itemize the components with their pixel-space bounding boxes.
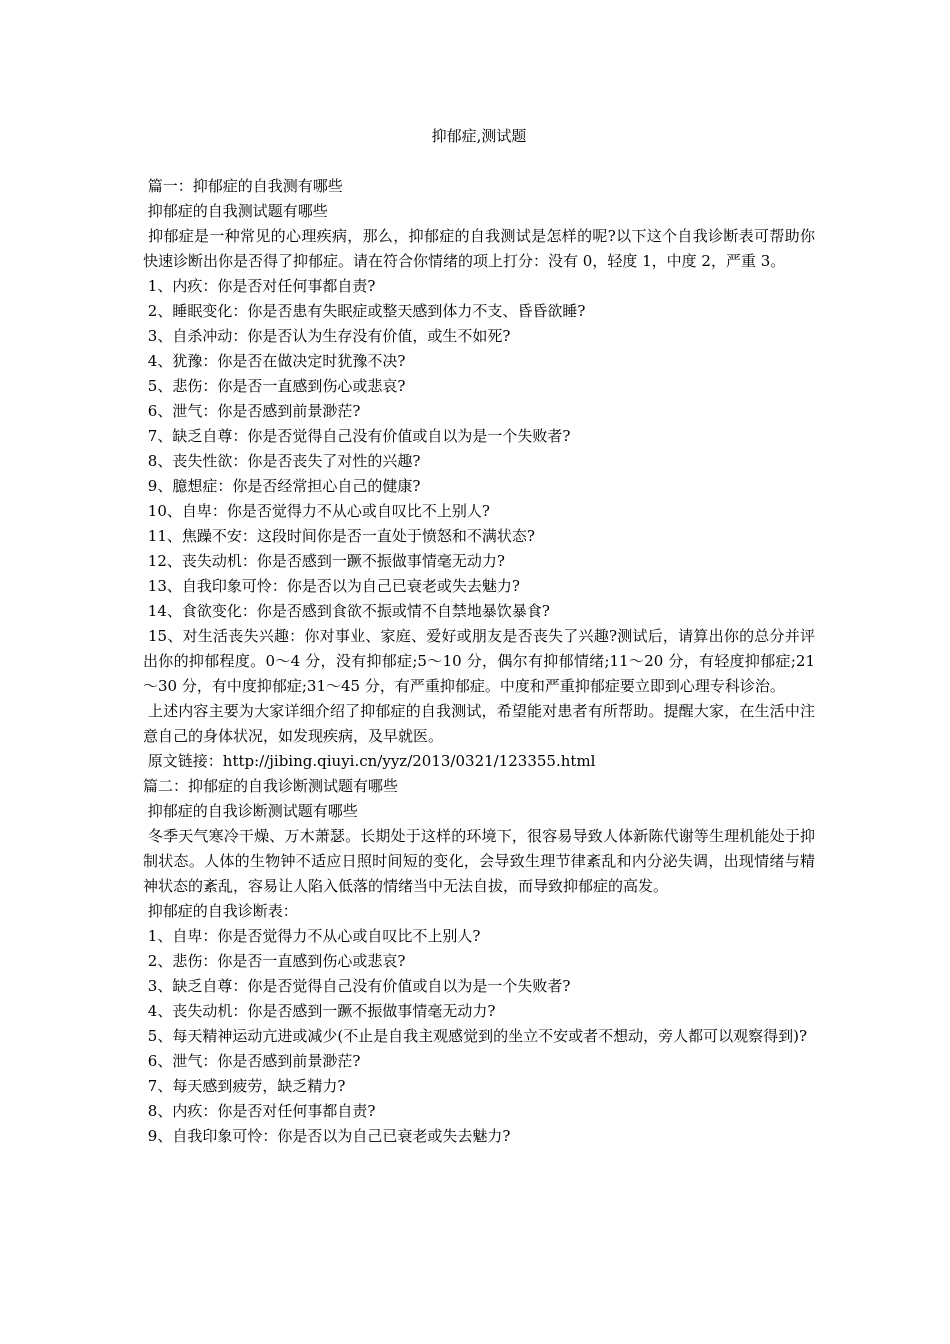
paragraph: 15、对生活丧失兴趣：你对事业、家庭、爱好或朋友是否丧失了兴趣?测试后，请算出你的总分并评出你的抑郁程度。0～4 分，没有抑郁症;5～10 分，偶尔有抑郁情绪;11～20 分，有轻度抑郁症;21～30 分，有中度抑郁症;31～45 分，有严重抑郁症。中度和严重抑郁症要立即到心理专科诊治。 xyxy=(143,627,815,695)
paragraph: 3、缺乏自尊：你是否觉得自己没有价值或自以为是一个失败者? xyxy=(143,977,571,995)
paragraph: 2、睡眠变化：你是否患有失眠症或整天感到体力不支、昏昏欲睡? xyxy=(143,302,586,320)
paragraph: 1、内疚：你是否对任何事都自责? xyxy=(143,277,376,295)
paragraph: 10、自卑：你是否觉得力不从心或自叹比不上别人? xyxy=(143,502,490,520)
paragraph: 9、自我印象可怜：你是否以为自己已衰老或失去魅力? xyxy=(143,1127,511,1145)
paragraph: 抑郁症的自我诊断测试题有哪些 xyxy=(143,802,358,820)
paragraph: 3、自杀冲动：你是否认为生存没有价值，或生不如死? xyxy=(143,327,511,345)
paragraph: 12、丧失动机：你是否感到一蹶不振做事情毫无动力? xyxy=(143,552,505,570)
paragraph: 1、自卑：你是否觉得力不从心或自叹比不上别人? xyxy=(143,927,481,945)
paragraph: 4、丧失动机：你是否感到一蹶不振做事情毫无动力? xyxy=(143,1002,496,1020)
paragraph: 7、缺乏自尊：你是否觉得自己没有价值或自以为是一个失败者? xyxy=(143,427,571,445)
paragraph: 7、每天感到疲劳，缺乏精力? xyxy=(143,1077,346,1095)
paragraph: 13、自我印象可怜：你是否以为自己已衰老或失去魅力? xyxy=(143,577,520,595)
paragraph: 冬季天气寒冷干燥、万木萧瑟。长期处于这样的环境下，很容易导致人体新陈代谢等生理机能处于抑制状态。人体的生物钟不适应日照时间短的变化，会导致生理节律紊乱和内分泌失调，出现情绪与精神状态的紊乱，容易让人陷入低落的情绪当中无法自拔，而导致抑郁症的高发。 xyxy=(143,827,815,895)
paragraph: 8、内疚：你是否对任何事都自责? xyxy=(143,1102,376,1120)
paragraph: 上述内容主要为大家详细介绍了抑郁症的自我测试，希望能对患者有所帮助。提醒大家，在生活中注意自己的身体状况，如发现疾病，及早就医。 xyxy=(143,702,815,745)
paragraph: 篇一：抑郁症的自我测有哪些 xyxy=(143,177,343,195)
paragraph: 14、食欲变化：你是否感到食欲不振或情不自禁地暴饮暴食? xyxy=(143,602,550,620)
paragraph: 6、泄气：你是否感到前景渺茫? xyxy=(143,402,361,420)
document-body xyxy=(143,174,815,1149)
document-title: 抑郁症,测试题 xyxy=(431,127,527,145)
paragraph: 11、焦躁不安：这段时间你是否一直处于愤怒和不满状态? xyxy=(143,527,535,545)
paragraph: 抑郁症的自我诊断表： xyxy=(143,902,298,920)
paragraph: 抑郁症的自我测试题有哪些 xyxy=(143,202,328,220)
document-page xyxy=(143,124,815,1149)
paragraph: 8、丧失性欲：你是否丧失了对性的兴趣? xyxy=(143,452,421,470)
paragraph: 原文链接：http://jibing.qiuyi.cn/yyz/2013/0321/123355.html xyxy=(143,752,596,770)
paragraph: 篇二：抑郁症的自我诊断测试题有哪些 xyxy=(143,777,399,795)
paragraph: 4、犹豫：你是否在做决定时犹豫不决? xyxy=(143,352,406,370)
paragraph: 5、悲伤：你是否一直感到伤心或悲哀? xyxy=(143,377,406,395)
title-spacer xyxy=(143,149,815,174)
paragraph: 5、每天精神运动亢进或减少(不止是自我主观感觉到的坐立不安或者不想动，旁人都可以观察得到)? xyxy=(143,1027,808,1045)
paragraph: 6、泄气：你是否感到前景渺茫? xyxy=(143,1052,361,1070)
paragraph: 抑郁症是一种常见的心理疾病，那么，抑郁症的自我测试是怎样的呢?以下这个自我诊断表可帮助你快速诊断出你是否得了抑郁症。请在符合你情绪的项上打分：没有 0，轻度 1，中度 2，严重 3。 xyxy=(143,227,815,270)
paragraph: 2、悲伤：你是否一直感到伤心或悲哀? xyxy=(143,952,406,970)
paragraph: 9、臆想症：你是否经常担心自己的健康? xyxy=(143,477,421,495)
